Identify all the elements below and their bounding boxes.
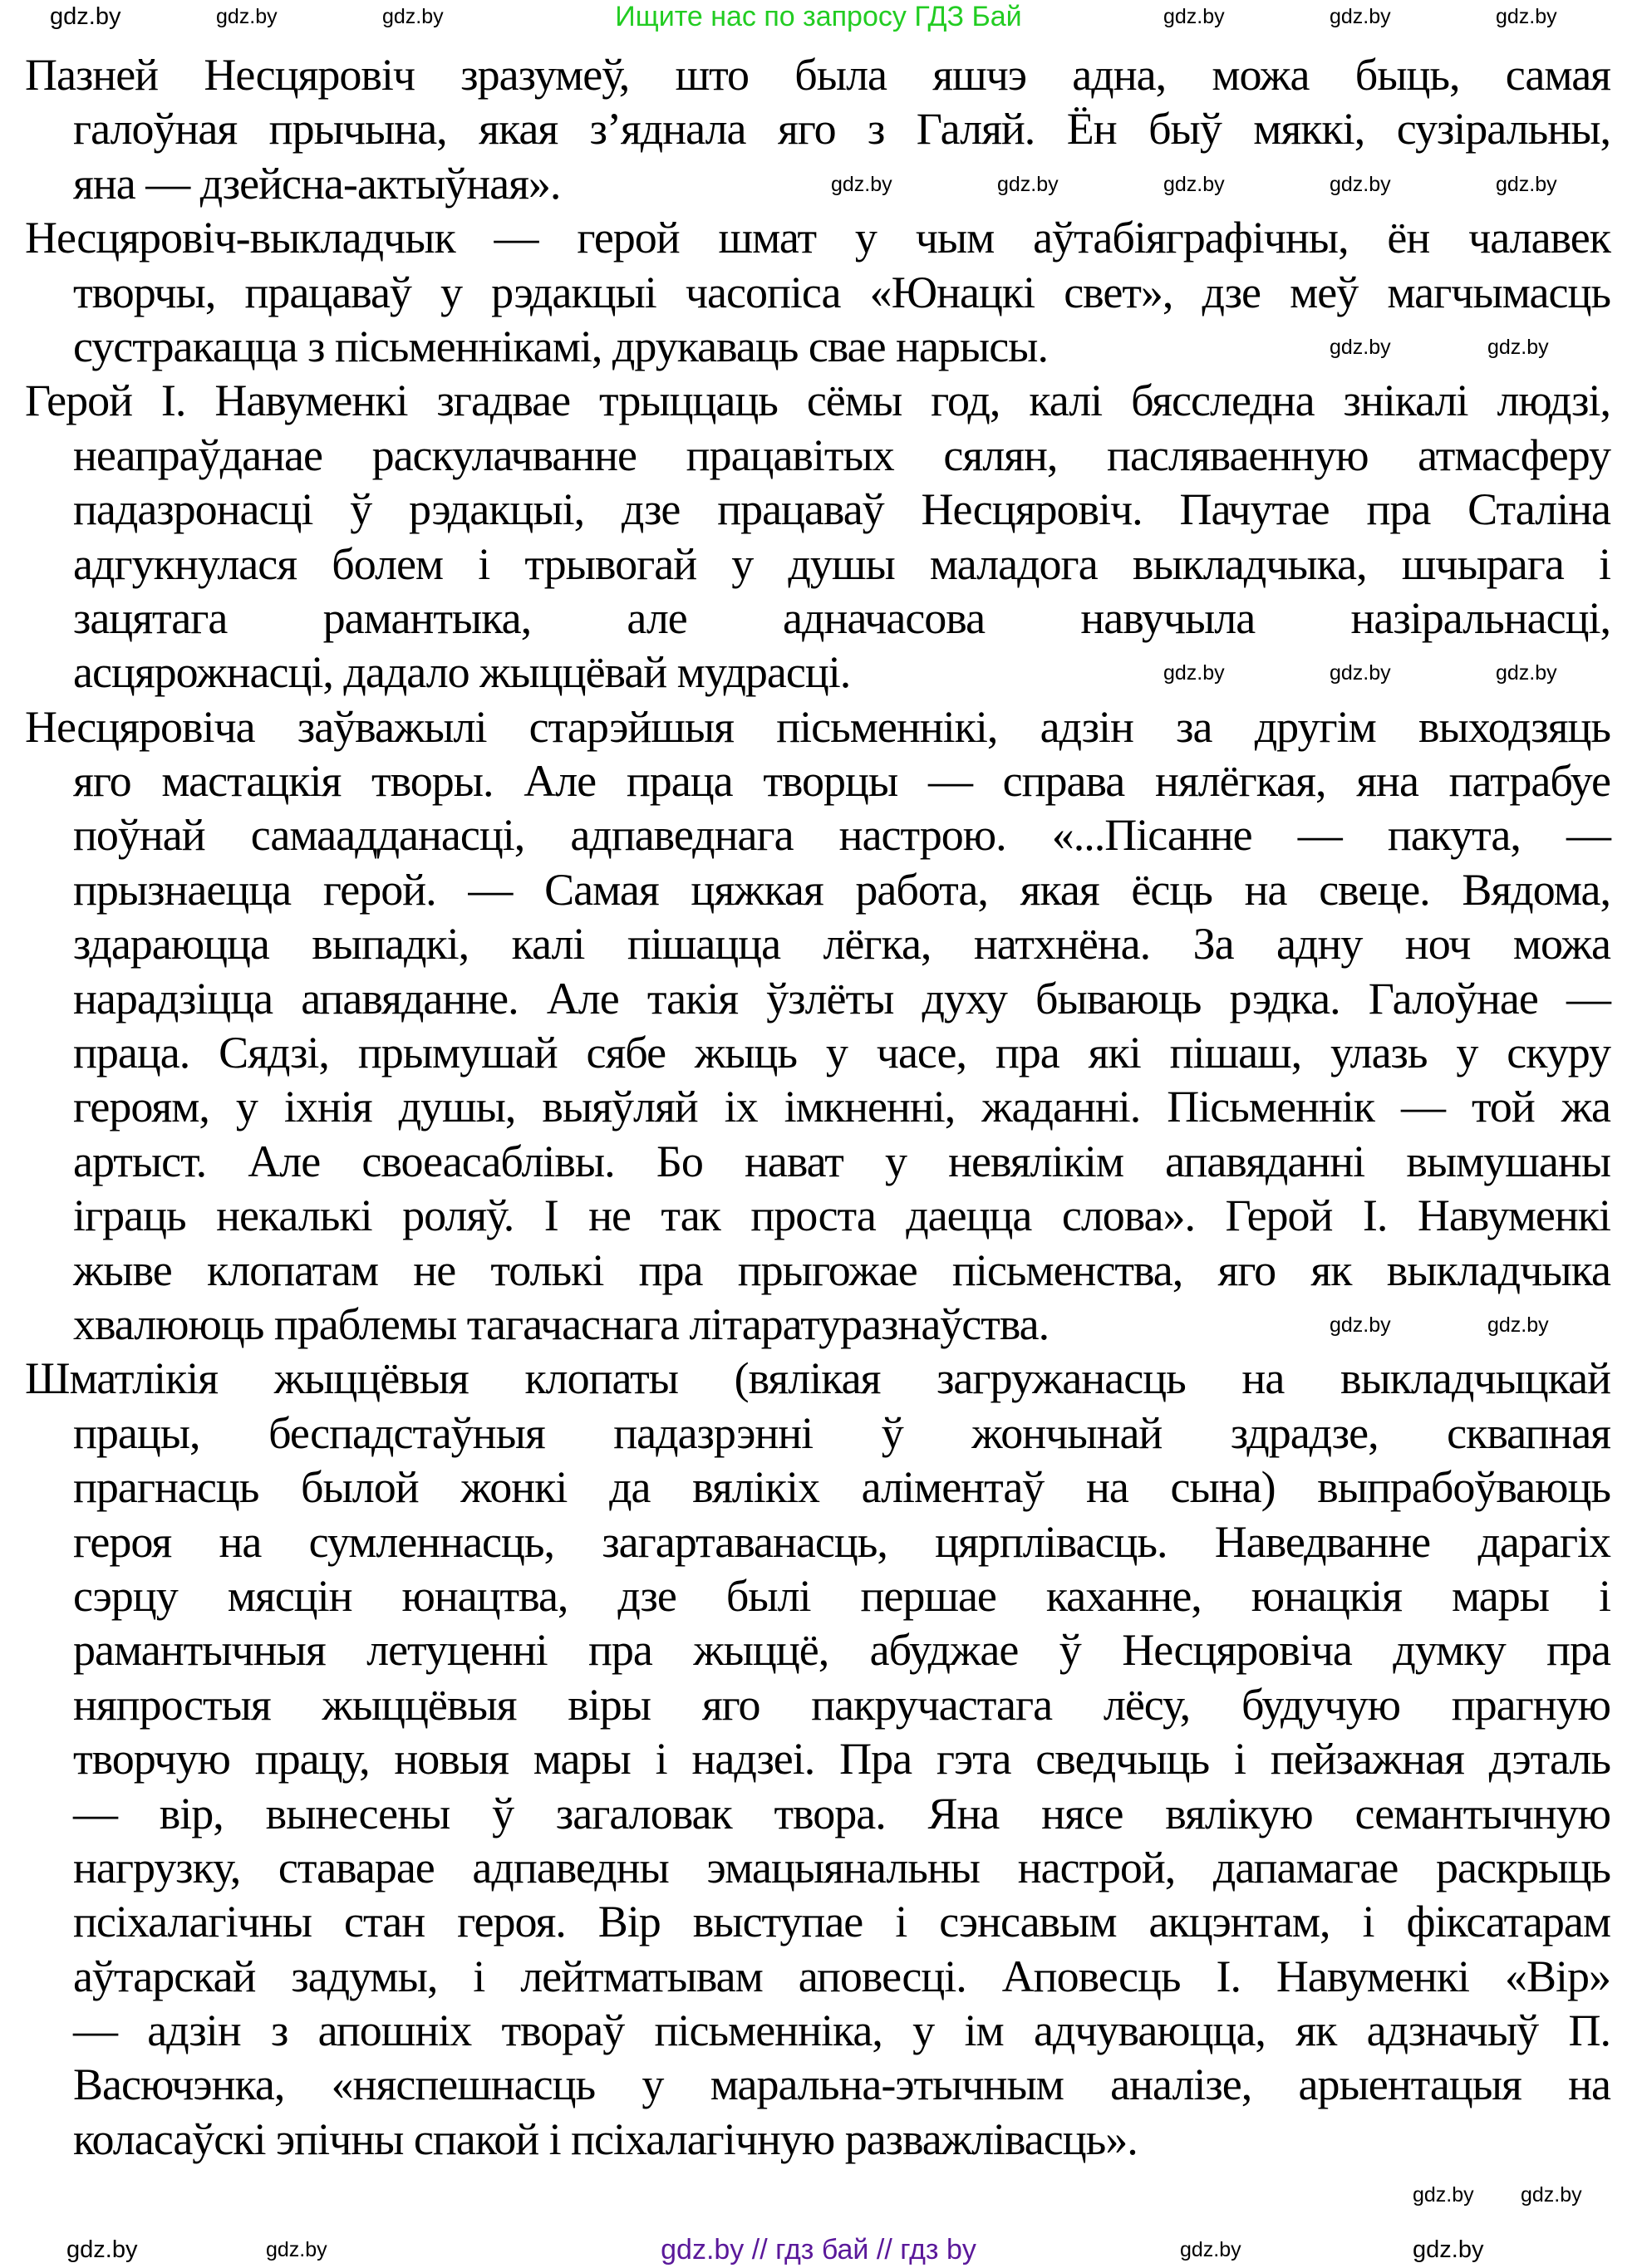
paragraph — [25, 374, 1610, 700]
watermark: gdz.by — [1521, 2183, 1582, 2207]
paragraph — [25, 700, 1610, 1352]
text-line: Васючэнка, «няспешнасць у маральна-этычным аналізе, арыентацыя на — [73, 2059, 1610, 2110]
text-line: псіхалагічны стан героя. Вір выступае і сэнсавым акцэнтам, і фіксатарам — [73, 1897, 1610, 1947]
text-line: асцярожнасці, дадало жыццёвай мудрасці. — [73, 647, 851, 698]
text-line: аўтарскай задумы, і лейтматывам аповесці. Аповесць І. Навуменкі «Вір» — [73, 1951, 1610, 2001]
watermark: gdz.by — [1413, 2183, 1474, 2207]
watermark: gdz.by — [1163, 5, 1225, 28]
text-line: Герой І. Навуменкі згадвае трыццаць сёмы год, калі бясследна знікалі людзі, — [25, 376, 1610, 426]
text-line: прагнасць былой жонкі да вялікіх аліментаў на сына) выпрабоўваюць — [73, 1462, 1610, 1513]
text-line: поўнай самаадданасці, адпаведнага настрою. «...Пісанне — пакута, — — [73, 810, 1610, 861]
paragraph — [25, 1352, 1610, 2167]
watermark: gdz.by — [1163, 661, 1225, 685]
text-line: — адзін з апошніх твораў пісьменніка, у ім адчуваюцца, як адзначыў П. — [73, 2005, 1610, 2056]
text-line: нагрузку, ставарае адпаведны эмацыянальны настрой, дапамагае раскрыць — [73, 1842, 1610, 1892]
watermark: gdz.by — [1330, 336, 1391, 359]
watermark: gdz.by — [1496, 5, 1557, 28]
watermark: gdz.by — [1496, 661, 1557, 685]
text-line: сэрцу мясцін юнацтва, дзе былі першае каханне, юнацкія мары і — [73, 1570, 1610, 1621]
text-line: сустракацца з пісьменнікамі, друкаваць свае нарысы. — [73, 321, 1048, 371]
text-line: Шматлікія жыццёвыя клопаты (вялікая загружанасць на выкладчыцкай — [25, 1353, 1610, 1404]
text-line: няпростыя жыццёвыя віры яго пакручастага лёсу, будучую прагную — [73, 1679, 1610, 1730]
text-line: яго мастацкія творы. Але праца творцы — справа нялёгкая, яна патрабуе — [73, 756, 1610, 807]
header-banner: Ищите нас по запросу ГДЗ Бай — [615, 1, 1022, 32]
text-line: героя на сумленнасць, загартаванасць, цярплівасць. Наведванне дарагіх — [73, 1516, 1610, 1567]
text-line: Пазней Несцяровіч зразумеў, што была яшчэ адна, можа быць, самая — [25, 50, 1610, 100]
watermark: gdz.by — [1330, 661, 1391, 685]
watermark: gdz.by — [997, 173, 1059, 196]
text-line: хвалююць праблемы тагачаснага літаратуразнаўства. — [73, 1298, 1050, 1349]
text-line: артыст. Але своеасаблівы. Бо нават у невялікім апавяданні вымушаны — [73, 1136, 1610, 1186]
text-line: адгукнулася болем і трывогай у душы маладога выкладчыка, шчырага і — [73, 538, 1610, 589]
watermark: gdz.by — [1330, 1313, 1391, 1337]
text-line: творчую працу, новыя мары і надзеі. Пра гэта сведчыць і пейзажная дэталь — [73, 1734, 1610, 1784]
text-line: коласаўскі эпічны спакой і псіхалагічную разважлівасць». — [73, 2113, 1138, 2164]
text-line: творчы, працаваў у рэдакцыі часопіса «Юнацкі свет», дзе меў магчымасць — [73, 267, 1610, 317]
text-line: прызнаецца герой. — Самая цяжкая работа, якая ёсць на свеце. Вядома, — [73, 864, 1610, 915]
watermark: gdz.by — [382, 5, 444, 28]
watermark: gdz.by — [831, 173, 892, 196]
text-line: здараюцца выпадкі, калі пішацца лёгка, натхнёна. За адну ноч можа — [73, 919, 1610, 970]
text-line: падазронасці ў рэдакцыі, дзе працаваў Несцяровіч. Пачутае пра Сталіна — [73, 484, 1610, 535]
watermark: gdz.by — [66, 2236, 138, 2263]
watermark: gdz.by — [266, 2238, 327, 2261]
text-line: працы, беспадстаўныя падазрэнні ў жончынай здрадзе, сквапная — [73, 1407, 1610, 1458]
watermark: gdz.by — [216, 5, 278, 28]
watermark: gdz.by — [1413, 2236, 1484, 2263]
text-line: Несцяровіч-выкладчык — герой шмат у чым аўтабіяграфічны, ён чалавек — [25, 213, 1610, 263]
text-line: яна — дзейсна-актыўная». — [73, 158, 561, 209]
text-line: іграць некалькі роляў. І не так проста даецца слова». Герой І. Навуменкі — [73, 1190, 1610, 1241]
watermark: gdz.by — [1330, 5, 1391, 28]
watermark: gdz.by — [50, 3, 121, 30]
text-line: — вір, вынесены ў загаловак твора. Яна нясе вялікую семантычную — [73, 1788, 1610, 1838]
watermark: gdz.by — [1487, 1313, 1549, 1337]
watermark: gdz.by — [1330, 173, 1391, 196]
footer-links: gdz.by // гдз бай // гдз by — [661, 2234, 976, 2266]
text-line: неапраўданае раскулачванне працавітых сялян, пасляваенную атмасферу — [73, 430, 1610, 480]
text-line: героям, у іхнія душы, выяўляй іх імкненні, жаданні. Пісьменнік — той жа — [73, 1082, 1610, 1132]
watermark: gdz.by — [1180, 2238, 1241, 2261]
text-line: рамантычныя летуценні пра жыццё, абуджае ў Несцяровіча думку пра — [73, 1625, 1610, 1676]
text-line: жыве клопатам не толькі пра прыгожае пісьменства, яго як выкладчыка — [73, 1244, 1610, 1295]
text-line: нарадзіцца апавяданне. Але такія ўзлёты духу бываюць рэдка. Галоўнае — — [73, 973, 1610, 1024]
text-line: праца. Сядзі, прымушай сябе жыць у часе, пра які пішаш, улазь у скуру — [73, 1028, 1610, 1078]
watermark: gdz.by — [1163, 173, 1225, 196]
watermark: gdz.by — [1487, 336, 1549, 359]
text-line: Несцяровіча заўважылі старэйшыя пісьменнікі, адзін за другім выходзяць — [25, 701, 1610, 752]
text-line: зацятага рамантыка, але адначасова навучыла назіральнасці, — [73, 592, 1610, 643]
document-body — [25, 48, 1610, 2167]
text-line: галоўная прычына, якая з’яднала яго з Галяй. Ён быў мяккі, сузіральны, — [73, 104, 1610, 155]
watermark: gdz.by — [1496, 173, 1557, 196]
